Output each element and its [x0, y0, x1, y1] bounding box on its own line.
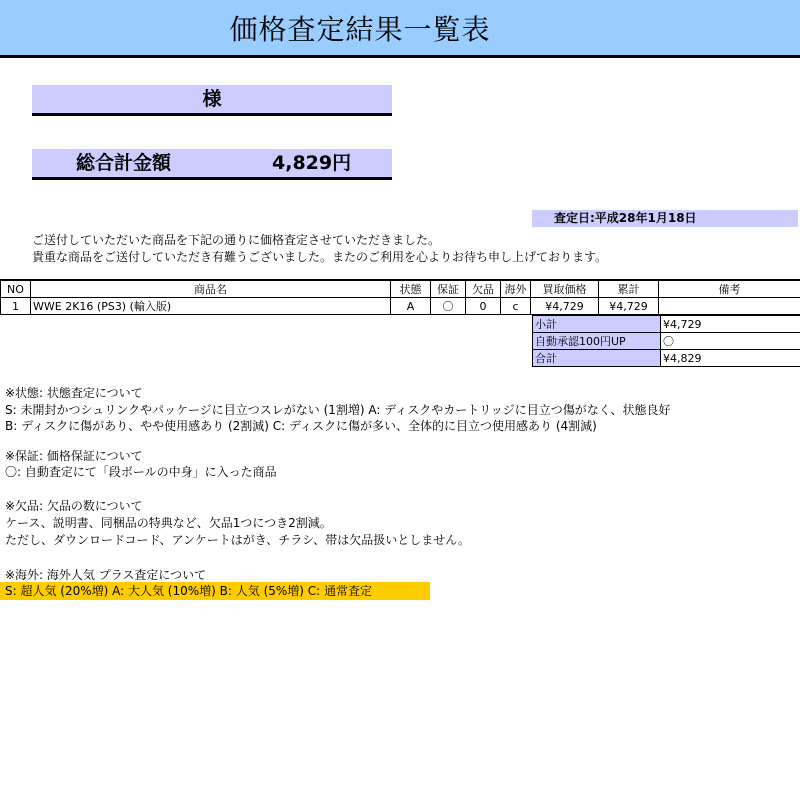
assessment-date-text: 査定日:平成28年1月18日 [554, 211, 697, 225]
missing-note-heading: ※欠品: 欠品の数について [5, 499, 143, 513]
col-header-overseas: 海外 [501, 280, 531, 298]
summary-table [532, 315, 800, 367]
total-value: 4,829円 [272, 152, 352, 174]
cell-no: 1 [1, 298, 31, 315]
summary-row-total [533, 350, 800, 367]
intro-line-1: ご送付していただいた商品を下記の通りに価格査定させていただきました。 [32, 233, 441, 247]
summary-row-subtotal [533, 316, 800, 333]
col-header-no: NO [1, 280, 31, 298]
total-label: 総合計金額 [76, 152, 172, 174]
table-header-row [1, 280, 800, 298]
cell-name: WWE 2K16 (PS3) (輸入版) [31, 298, 391, 315]
cell-remarks [659, 298, 800, 315]
condition-note-line: B: ディスクに傷があり、やや使用感あり (2割減) C: ディスクに傷が多い、全体的に目立つ使用感あり (4割減) [5, 419, 597, 433]
total-amount-band [32, 149, 392, 180]
missing-note-line: ケース、説明書、同梱品の特典など、欠品1つにつき2割減。 [5, 516, 332, 530]
subtotal-value: ¥4,729 [661, 316, 800, 333]
col-header-guarantee: 保証 [431, 280, 466, 298]
guarantee-note-line: 〇: 自動査定にて「段ボールの中身」に入った商品 [5, 465, 277, 479]
col-header-condition: 状態 [391, 280, 431, 298]
cell-guarantee: 〇 [431, 298, 466, 315]
assessment-date [532, 210, 798, 227]
subtotal-label: 小計 [533, 316, 661, 333]
col-header-price: 買取価格 [531, 280, 599, 298]
condition-note-line: S: 未開封かつシュリンクやパッケージに目立つスレがない (1割増) A: ディスクやカートリッジに目立つ傷がなく、状態良好 [5, 403, 671, 417]
table-row [1, 298, 800, 315]
overseas-rating-text: S: 超人気 (20%増) A: 大人気 (10%増) B: 人気 (5%増) C: 通常査定 [5, 584, 373, 598]
cell-overseas: c [501, 298, 531, 315]
cell-price: ¥4,729 [531, 298, 599, 315]
items-table [0, 279, 800, 315]
overseas-note-heading: ※海外: 海外人気 プラス査定について [5, 568, 207, 582]
intro-line-2: 貴重な商品をご送付していただき有難うございました。またのご利用を心よりお待ち申し上げております。 [32, 250, 608, 264]
cell-missing: 0 [466, 298, 501, 315]
col-header-missing: 欠品 [466, 280, 501, 298]
cell-condition: A [391, 298, 431, 315]
summary-row-auto-approval [533, 333, 800, 350]
col-header-cumulative: 累計 [599, 280, 659, 298]
col-header-remarks: 備考 [659, 280, 800, 298]
cell-cumulative: ¥4,729 [599, 298, 659, 315]
auto-approval-label: 自動承認100円UP [533, 333, 661, 350]
grand-total-label: 合計 [533, 350, 661, 367]
grand-total-value: ¥4,829 [661, 350, 800, 367]
col-header-name: 商品名 [31, 280, 391, 298]
condition-note-heading: ※状態: 状態査定について [5, 386, 143, 400]
guarantee-note-heading: ※保証: 価格保証について [5, 449, 143, 463]
auto-approval-value: 〇 [661, 333, 800, 350]
missing-note-line: ただし、ダウンロードコード、アンケートはがき、チラシ、帯は欠品扱いとしません。 [5, 533, 471, 547]
page-title: 価格査定結果一覧表 [229, 13, 491, 46]
header-bar [0, 0, 800, 58]
overseas-rating-highlight [0, 582, 430, 600]
customer-name-band: 様 [32, 85, 392, 116]
